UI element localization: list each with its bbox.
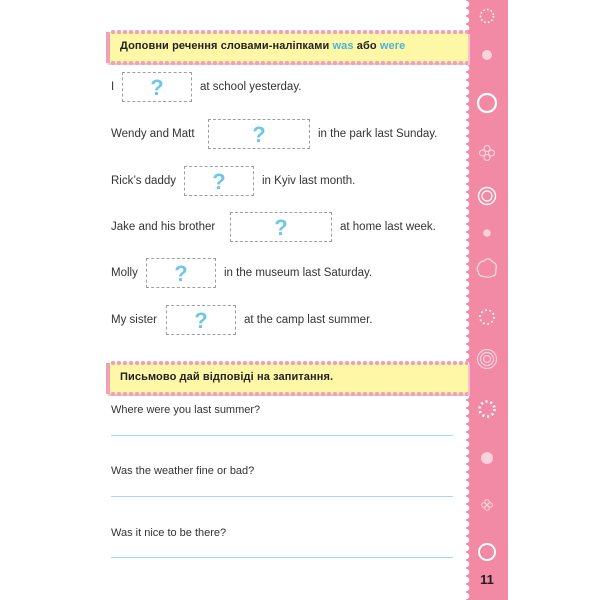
- sentence-6-before: My sister: [111, 314, 157, 326]
- triple-ring-icon: [476, 348, 498, 370]
- sentence-2-after: in the park last Sunday.: [318, 128, 438, 140]
- sticker-blank-6[interactable]: [166, 305, 236, 335]
- exercise2-instruction-banner: [106, 363, 468, 394]
- question-mark-icon: ?: [212, 169, 226, 194]
- ring-icon: [477, 542, 497, 562]
- sentence-5-after: in the museum last Saturday.: [224, 267, 373, 279]
- question-mark-icon: ?: [274, 215, 288, 240]
- keyword-were: were: [379, 40, 406, 52]
- scalloped-edge: [466, 0, 470, 600]
- sticker-blank-3[interactable]: [184, 166, 254, 196]
- answer-line-1[interactable]: [111, 435, 453, 436]
- sentence-1-before: I: [111, 81, 115, 93]
- question-mark-icon: ?: [150, 75, 164, 100]
- dot-icon: [480, 451, 494, 465]
- answer-line-3[interactable]: [111, 557, 453, 558]
- dotted-ring-icon: [479, 8, 495, 24]
- flower-outline-icon: [480, 498, 494, 512]
- double-ring-icon: [477, 186, 497, 206]
- sticker-blank-1[interactable]: [122, 72, 192, 102]
- sticker-blank-4[interactable]: [230, 212, 332, 242]
- exercise2-instruction: Письмово дай відповіді на запитання.: [120, 371, 334, 383]
- dot-icon: [483, 229, 492, 238]
- conjunction-text: або: [356, 40, 377, 52]
- dotted-ring-icon: [477, 399, 497, 419]
- question-1: Where were you last summer?: [111, 404, 261, 416]
- question-mark-icon: ?: [252, 122, 266, 147]
- question-mark-icon: ?: [194, 308, 208, 333]
- question-3: Was it nice to be there?: [111, 527, 227, 539]
- sentence-3-after: in Kyiv last month.: [262, 175, 356, 187]
- page-number: 11: [480, 572, 494, 587]
- sentence-5-before: Molly: [111, 267, 138, 279]
- flower-outline-icon: [478, 144, 496, 162]
- instruction-text: Доповни речення словами-наліпками: [120, 40, 330, 52]
- sentence-3-before: Rick’s daddy: [111, 175, 176, 187]
- exercise1-instruction-banner: [106, 32, 468, 63]
- dotted-ring-icon: [478, 308, 496, 326]
- blob-icon: [475, 257, 499, 279]
- sentence-1-after: at school yesterday.: [200, 81, 302, 93]
- sticker-blank-2[interactable]: [208, 119, 310, 149]
- question-mark-icon: ?: [174, 261, 188, 286]
- dot-icon: [481, 49, 493, 61]
- sentence-2-before: Wendy and Matt: [111, 128, 195, 140]
- sentence-4-before: Jake and his brother: [111, 221, 216, 233]
- keyword-was: was: [332, 40, 354, 52]
- ring-icon: [476, 92, 498, 114]
- sticker-blank-5[interactable]: [146, 258, 216, 288]
- sentence-4-after: at home last week.: [340, 221, 436, 233]
- answer-line-2[interactable]: [111, 496, 453, 497]
- question-2: Was the weather fine or bad?: [111, 465, 255, 477]
- sentence-6-after: at the camp last summer.: [244, 314, 373, 326]
- exercise1-instruction: [120, 40, 405, 52]
